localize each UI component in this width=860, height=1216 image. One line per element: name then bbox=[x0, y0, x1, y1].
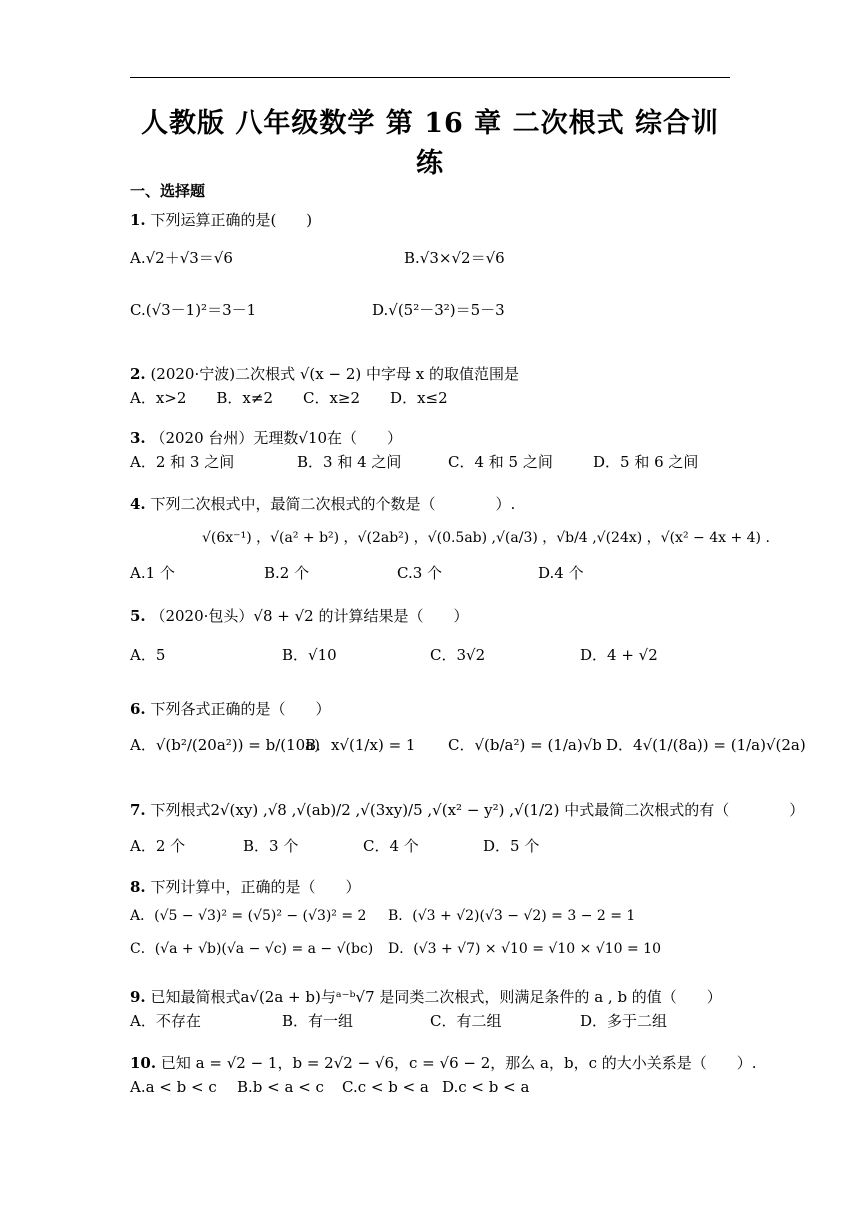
q9-stem: 已知最简根式a√(2a + b)与ᵃ⁻ᵇ√7 是同类二次根式，则满足条件的 a , b 的值（ ） bbox=[150, 988, 722, 1006]
question-9 bbox=[130, 987, 722, 1007]
question-1 bbox=[130, 210, 312, 230]
q2-stem: (2020·宁波)二次根式 √(x − 2) 中字母 x 的取值范围是 bbox=[150, 365, 520, 383]
q3-option-a: A．2 和 3 之间 bbox=[130, 453, 235, 471]
q5-option-a: A．5 bbox=[130, 646, 166, 664]
question-3 bbox=[130, 428, 402, 448]
q7-number: 7. bbox=[130, 801, 146, 819]
q6-option-a: A．√(b²/(20a²)) = b/(10a) bbox=[130, 736, 321, 754]
q1-option-c: C.(√3－1)²＝3－1 bbox=[130, 301, 257, 319]
q3-number: 3. bbox=[130, 429, 146, 447]
q1-option-a: A.√2＋√3＝√6 bbox=[130, 249, 233, 267]
question-6 bbox=[130, 699, 330, 719]
q4-stem: 下列二次根式中，最简二次根式的个数是（ ）. bbox=[150, 495, 516, 513]
title-line-1: 人教版 八年级数学 第 16 章 二次根式 综合训 bbox=[141, 108, 719, 139]
q8-option-d: D．(√3 + √7) × √10 = √10 × √10 = 10 bbox=[388, 941, 661, 957]
q5-number: 5. bbox=[130, 607, 146, 625]
q7-stem: 下列根式2√(xy) ,√8 ,√(ab)/2 ,√(3xy)/5 ,√(x² − y²) ,√(1/2) 中式最简二次根式的有（ ） bbox=[150, 801, 805, 819]
section-heading: 一、选择题 bbox=[130, 182, 206, 200]
q10-option-b: B.b < a < c bbox=[237, 1078, 324, 1096]
question-5 bbox=[130, 606, 468, 626]
q10-stem: 已知 a = √2 − 1，b = 2√2 − √6，c = √6 − 2，那么 a，b，c 的大小关系是（ ）. bbox=[160, 1054, 757, 1072]
q6-option-c: C．√(b/a²) = (1/a)√b bbox=[448, 736, 602, 754]
q8-stem: 下列计算中，正确的是（ ） bbox=[150, 878, 361, 896]
q4-option-c: C.3 个 bbox=[397, 564, 443, 582]
q5-stem: （2020·包头）√8 + √2 的计算结果是（ ） bbox=[150, 607, 469, 625]
page-title bbox=[130, 104, 730, 184]
q6-number: 6. bbox=[130, 700, 146, 718]
q10-option-a: A.a < b < c bbox=[130, 1078, 217, 1096]
q1-number: 1. bbox=[130, 211, 146, 229]
q1-stem: 下列运算正确的是( ) bbox=[150, 211, 313, 229]
q8-option-a: A．(√5 − √3)² = (√5)² − (√3)² = 2 bbox=[130, 908, 367, 924]
q4-option-b: B.2 个 bbox=[264, 564, 310, 582]
q2-options: A．x>2 B．x≠2 C．x≥2 D．x≤2 bbox=[130, 389, 448, 407]
q1-option-d: D.√(5²－3²)＝5－3 bbox=[372, 301, 505, 319]
q7-option-a: A．2 个 bbox=[130, 837, 186, 855]
q3-option-d: D．5 和 6 之间 bbox=[593, 453, 699, 471]
q9-option-a: A．不存在 bbox=[130, 1012, 201, 1030]
q4-option-d: D.4 个 bbox=[538, 564, 584, 582]
q9-option-b: B．有一组 bbox=[282, 1012, 354, 1030]
q9-option-c: C．有二组 bbox=[430, 1012, 502, 1030]
q4-expressions: √(6x⁻¹) ，√(a² + b²) ，√(2ab²) ，√(0.5ab) ,√(a/3) ，√b/4 ,√(24x) ，√(x² − 4x + 4) . bbox=[202, 530, 770, 546]
q9-number: 9. bbox=[130, 988, 146, 1006]
q6-stem: 下列各式正确的是（ ） bbox=[150, 700, 331, 718]
q1-option-b: B.√3×√2＝√6 bbox=[404, 249, 505, 267]
q5-option-d: D．4 + √2 bbox=[580, 646, 658, 664]
question-8 bbox=[130, 877, 360, 897]
q7-option-c: C．4 个 bbox=[363, 837, 419, 855]
q8-option-b: B．(√3 + √2)(√3 − √2) = 3 − 2 = 1 bbox=[388, 908, 636, 924]
question-4 bbox=[130, 494, 515, 514]
q5-option-b: B．√10 bbox=[282, 646, 337, 664]
question-2 bbox=[130, 364, 519, 384]
q8-number: 8. bbox=[130, 878, 146, 896]
q6-option-b: B．x√(1/x) = 1 bbox=[305, 736, 416, 754]
q4-number: 4. bbox=[130, 495, 146, 513]
q3-option-c: C．4 和 5 之间 bbox=[448, 453, 553, 471]
q10-number: 10. bbox=[130, 1054, 157, 1072]
q4-option-a: A.1 个 bbox=[130, 564, 175, 582]
q10-option-c: C.c < b < a bbox=[342, 1078, 429, 1096]
q10-option-d: D.c < b < a bbox=[442, 1078, 530, 1096]
q8-option-c: C．(√a + √b)(√a − √c) = a − √(bc) bbox=[130, 941, 374, 957]
question-10 bbox=[130, 1053, 757, 1073]
q9-option-d: D．多于二组 bbox=[580, 1012, 668, 1030]
q3-stem: （2020 台州）无理数√10在（ ） bbox=[150, 429, 403, 447]
q6-option-d: D．4√(1/(8a)) = (1/a)√(2a) bbox=[606, 736, 806, 754]
q3-option-b: B．3 和 4 之间 bbox=[297, 453, 402, 471]
q7-option-d: D．5 个 bbox=[483, 837, 540, 855]
header-rule bbox=[130, 77, 730, 78]
q5-option-c: C．3√2 bbox=[430, 646, 486, 664]
title-line-2: 练 bbox=[416, 148, 444, 179]
q7-option-b: B．3 个 bbox=[243, 837, 299, 855]
q2-number: 2. bbox=[130, 365, 146, 383]
question-7 bbox=[130, 800, 804, 820]
